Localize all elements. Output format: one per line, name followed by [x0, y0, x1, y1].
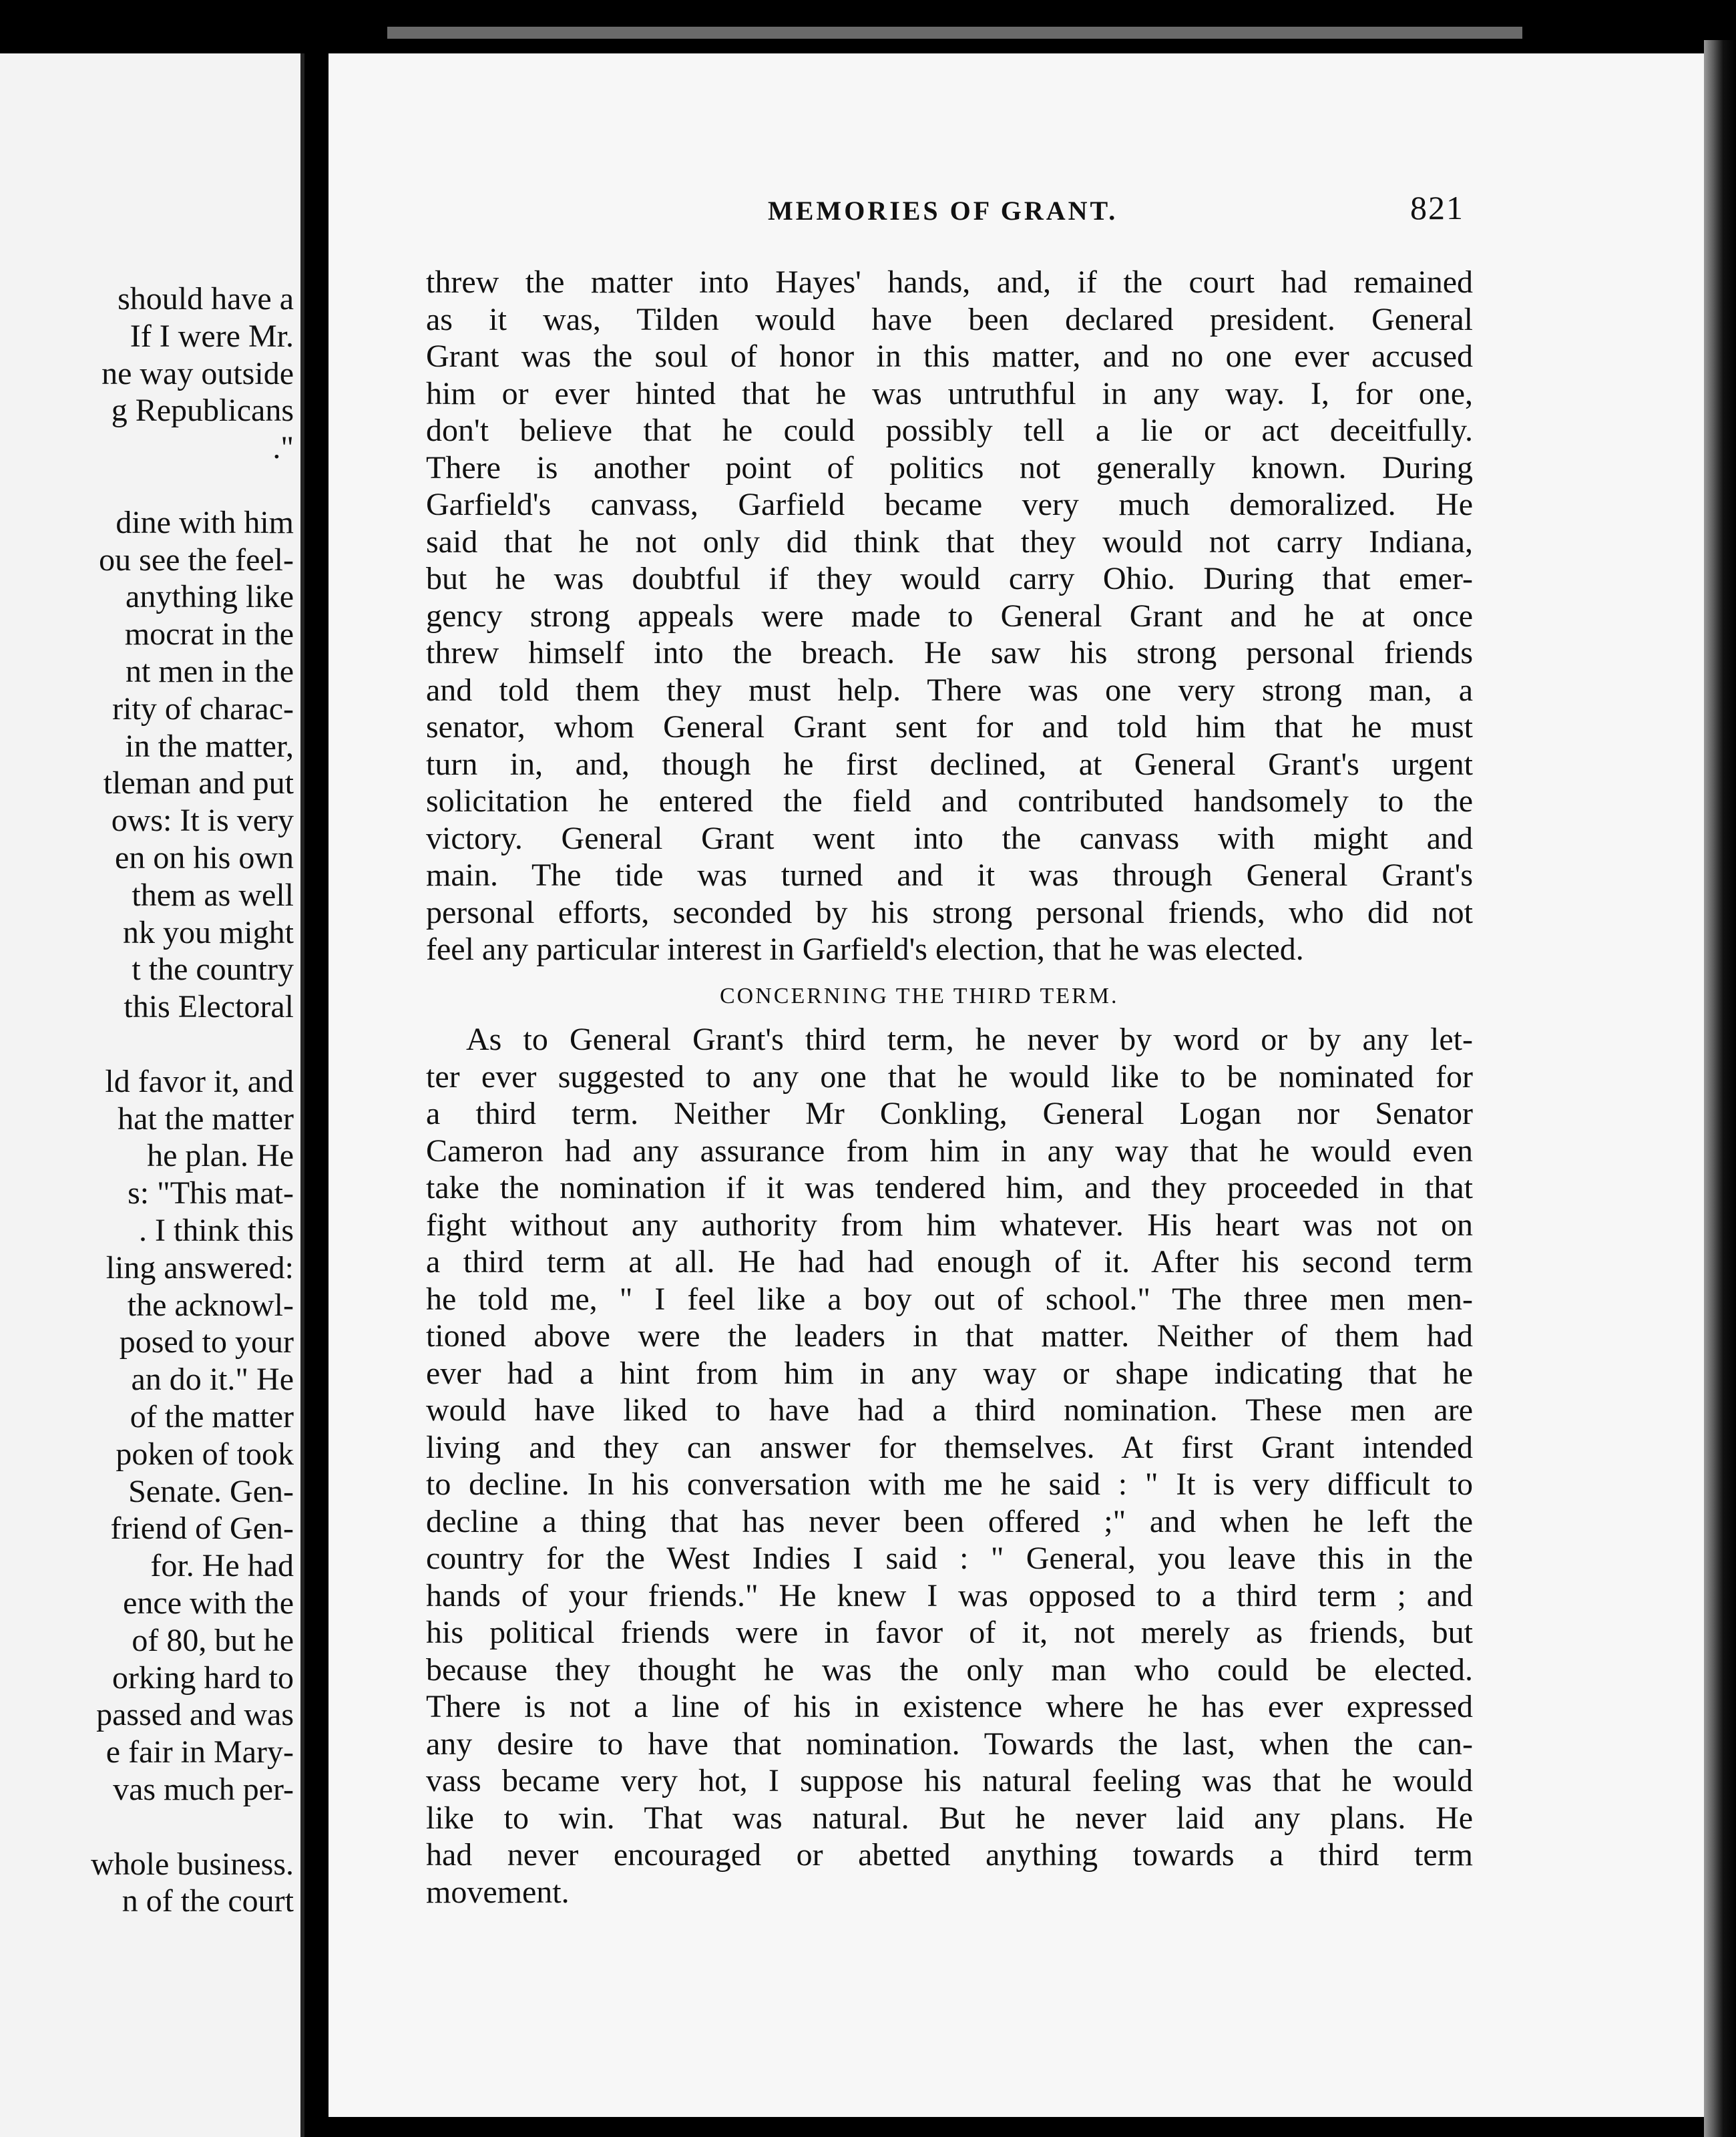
left-page-fragment: ling answered: — [105, 1249, 294, 1286]
left-page-fragment: poken of took — [116, 1436, 294, 1472]
left-page-fragment: posed to your — [119, 1324, 294, 1360]
left-page-fragment: of the matter — [130, 1399, 294, 1434]
left-page-fragment: ence with the — [123, 1585, 294, 1621]
text-line: him or ever hinted that he was untruthful in any way. I, for one, — [426, 375, 1473, 411]
text-line: tioned above were the leaders in that matter. Neither of them had — [426, 1318, 1473, 1354]
text-line: fight without any authority from him whatever. His heart was not on — [426, 1207, 1473, 1243]
text-line: senator, whom General Grant sent for and told him that he must — [426, 709, 1473, 745]
text-line: turn in, and, though he first declined, at General Grant's urgent — [426, 746, 1473, 782]
left-page-fragment: ld favor it, and — [105, 1063, 294, 1099]
text-line: don't believe that he could possibly tell a lie or act deceitfully. — [426, 413, 1473, 448]
text-line: victory. General Grant went into the canvass with might and — [426, 820, 1473, 856]
left-page-fragment: this Electoral — [124, 989, 294, 1025]
text-line: hands of your friends." He knew I was opposed to a third term ; and — [426, 1577, 1473, 1613]
text-line: he told me, " I feel like a boy out of school." The three men men- — [426, 1281, 1473, 1317]
paragraph-1 — [426, 264, 1473, 968]
left-page-fragment: passed and was — [96, 1697, 294, 1733]
page-number: 821 — [1410, 189, 1464, 226]
left-page-fragment: in the matter, — [125, 728, 294, 764]
left-page-fragment: If I were Mr. — [130, 318, 294, 354]
scan-top-strip — [387, 27, 1522, 39]
text-line: threw the matter into Hayes' hands, and, if the court had remained — [426, 264, 1473, 300]
text-line: a third term at all. He had had enough of it. After his second term — [426, 1244, 1473, 1280]
left-page-fragment: e fair in Mary- — [105, 1734, 294, 1770]
left-page-fragment: nt men in the — [126, 654, 294, 689]
running-head: MEMORIES OF GRANT. — [768, 196, 1118, 226]
left-page — [0, 53, 304, 2137]
text-line: solicitation he entered the field and contributed handsomely to the — [426, 783, 1473, 819]
section-heading: CONCERNING THE THIRD TERM. — [720, 984, 1119, 1008]
text-line: because they thought he was the only man who could be elected. — [426, 1652, 1473, 1688]
left-page-fragment: Senate. Gen- — [128, 1473, 294, 1509]
text-line: There is another point of politics not generally known. During — [426, 449, 1473, 485]
text-line: decline a thing that has never been offered ;" and when he left the — [426, 1503, 1473, 1539]
left-page-fragment: g Republicans — [111, 393, 294, 429]
left-page-fragment: of 80, but he — [132, 1622, 294, 1658]
text-line: gency strong appeals were made to General Grant and he at once — [426, 598, 1473, 634]
text-line: As to General Grant's third term, he never by word or by any let- — [466, 1022, 1473, 1057]
text-line: had never encouraged or abetted anything towards a third term — [426, 1837, 1473, 1873]
text-line: main. The tide was turned and it was through General Grant's — [426, 857, 1473, 893]
left-page-fragment: whole business. — [91, 1846, 294, 1882]
left-page-fragment: ne way outside — [101, 355, 294, 391]
left-page-fragment: mocrat in the — [124, 616, 294, 652]
left-page-fragment: them as well — [132, 877, 294, 913]
page-edge — [1704, 40, 1736, 2137]
left-page-fragment: dine with him — [116, 504, 294, 540]
text-line: feel any particular interest in Garfield's election, that he was elected. — [426, 932, 1304, 967]
text-line: and told them they must help. There was one very strong man, a — [426, 672, 1473, 708]
left-page-fragment: for. He had — [150, 1548, 294, 1584]
text-line: country for the West Indies I said : " General, you leave this in the — [426, 1541, 1473, 1576]
left-page-fragment: ." — [272, 430, 294, 466]
text-line: any desire to have that nomination. Towards the last, when the can- — [426, 1726, 1473, 1762]
text-line: a third term. Neither Mr Conkling, General Logan nor Senator — [426, 1096, 1473, 1131]
text-line: Garfield's canvass, Garfield became very much demoralized. He — [426, 487, 1473, 522]
left-page-fragment: friend of Gen- — [110, 1511, 294, 1547]
left-page-fragment: orking hard to — [112, 1660, 294, 1696]
left-page-fragment: rity of charac- — [112, 691, 294, 727]
text-line: ter ever suggested to any one that he would like to be nominated for — [426, 1058, 1473, 1095]
text-line: vass became very hot, I suppose his natural feeling was that he would — [426, 1763, 1473, 1798]
text-line: to decline. In his conversation with me he said : " It is very difficult to — [426, 1467, 1473, 1502]
text-line: Grant was the soul of honor in this matter, and no one ever accused — [426, 339, 1473, 374]
left-page-fragment: hat the matter — [118, 1101, 294, 1137]
left-page-fragment: vas much per- — [113, 1772, 294, 1807]
text-line: take the nomination if it was tendered him, and they proceeded in that — [426, 1170, 1473, 1205]
left-page-fragment: nk you might — [122, 914, 294, 950]
text-line: but he was doubtful if they would carry Ohio. During that emer- — [426, 561, 1473, 596]
left-page-fragment: tleman and put — [103, 765, 294, 801]
left-page-fragment: . I think this — [138, 1213, 294, 1248]
text-line: There is not a line of his in existence where he has ever expressed — [426, 1689, 1473, 1724]
text-line: movement. — [426, 1874, 570, 1910]
left-page-fragment: s: "This mat- — [128, 1175, 294, 1211]
left-page-fragment: anything like — [126, 579, 294, 615]
left-page-fragment: ou see the feel- — [99, 542, 294, 578]
text-line: threw himself into the breach. He saw his strong personal friends — [426, 635, 1473, 670]
left-page-fragment: n of the court — [122, 1883, 294, 1919]
text-line: would have liked to have had a third nomination. These men are — [426, 1392, 1473, 1428]
text-line: said that he not only did think that they would not carry Indiana, — [426, 524, 1473, 560]
left-page-fragment: should have a — [118, 281, 294, 317]
text-line: his political friends were in favor of it, not merely as friends, but — [426, 1615, 1473, 1650]
paragraph-2 — [426, 1021, 1473, 1911]
text-line: as it was, Tilden would have been declared president. General — [426, 301, 1473, 337]
left-page-fragment: an do it." He — [131, 1362, 294, 1398]
left-page-fragment: t the country — [132, 952, 294, 988]
text-line: Cameron had any assurance from him in any way that he would even — [426, 1133, 1473, 1169]
left-page-fragment: ows: It is very — [111, 803, 294, 839]
left-page-fragment: the acknowl- — [127, 1287, 294, 1323]
left-page-fragment: en on his own — [115, 840, 294, 876]
text-line: ever had a hint from him in any way or shape indicating that he — [426, 1355, 1473, 1391]
text-line: personal efforts, seconded by his strong personal friends, who did not — [426, 894, 1473, 930]
left-page-fragment: he plan. He — [147, 1138, 294, 1174]
text-line: like to win. That was natural. But he never laid any plans. He — [426, 1800, 1473, 1836]
text-line: living and they can answer for themselves. At first Grant intended — [426, 1429, 1473, 1465]
